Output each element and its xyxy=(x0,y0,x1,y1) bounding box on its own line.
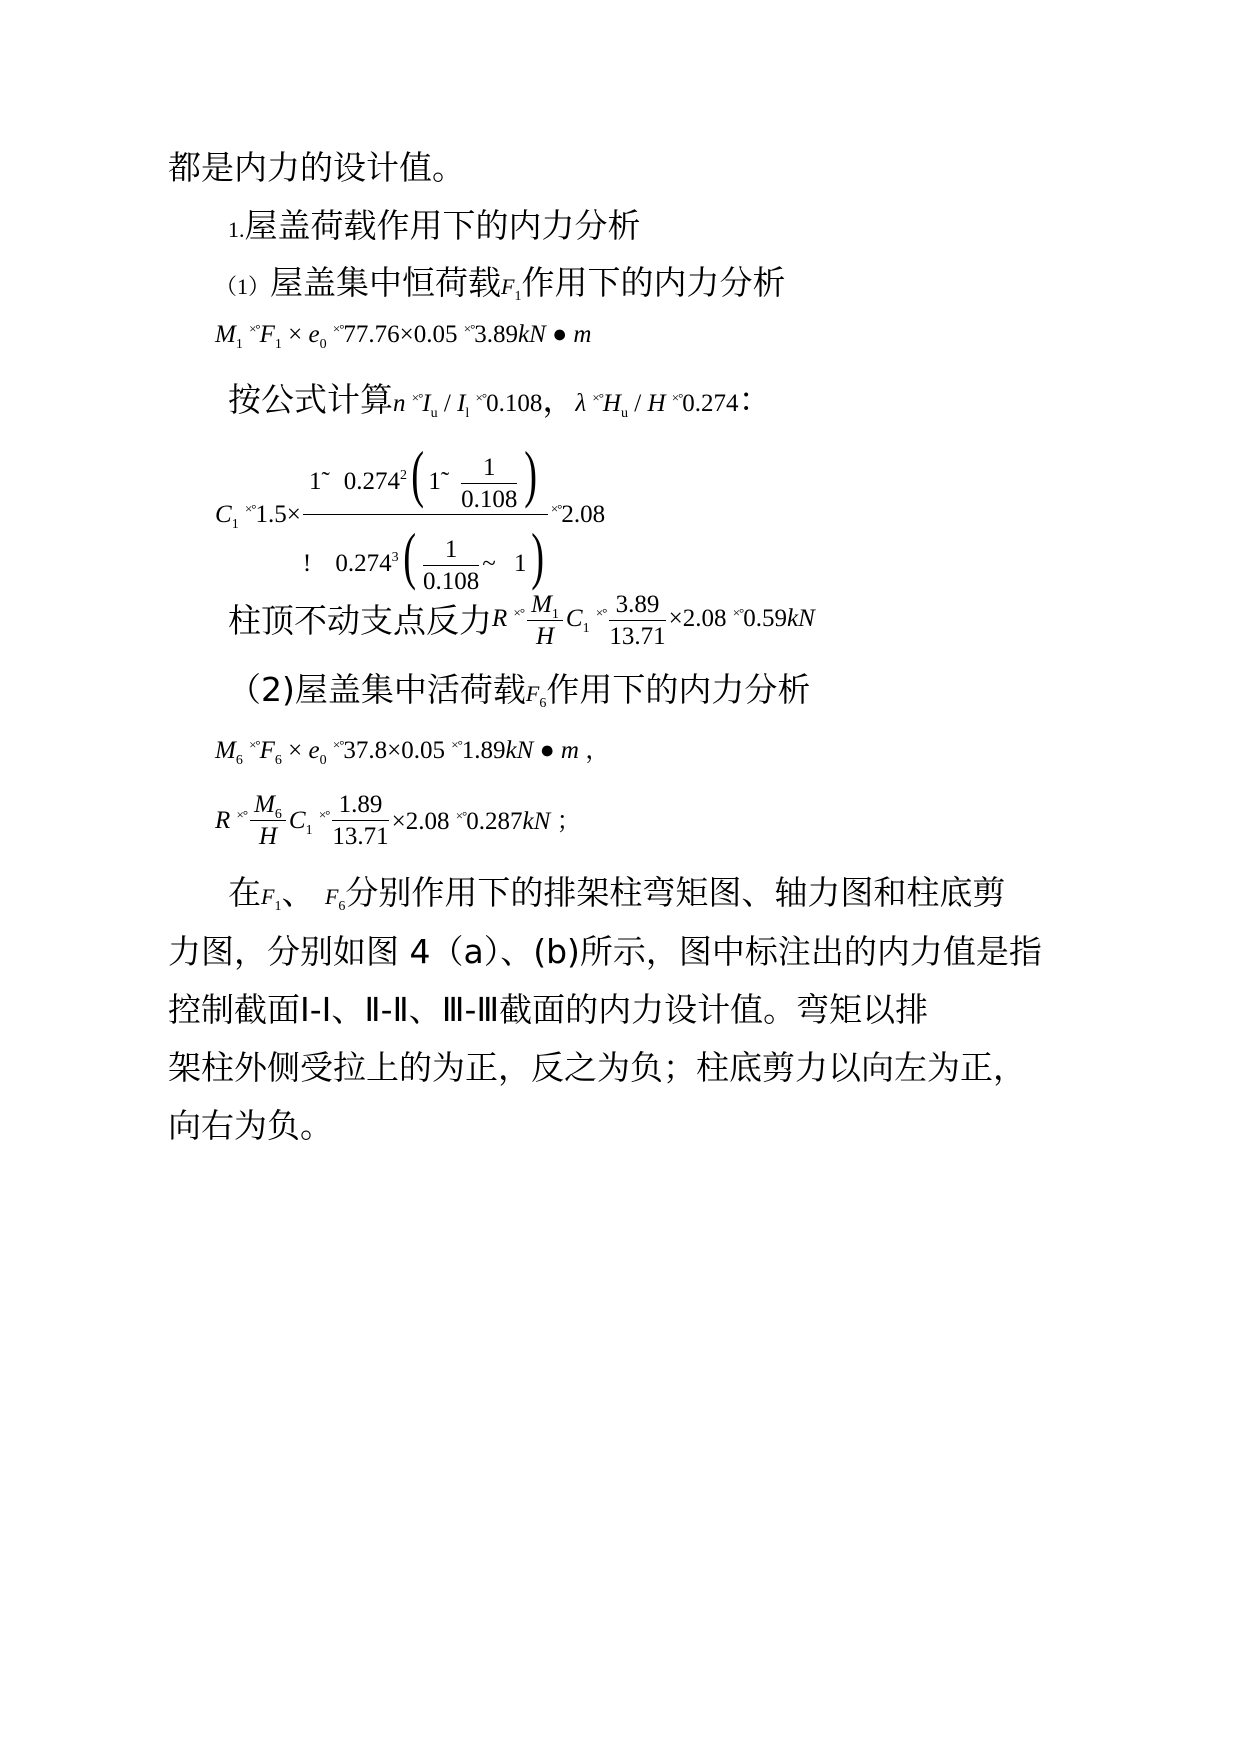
formula-m1: $M_1$ $^{\times^\circ}F_1 \times e_0$ ×°77.76×0.05 ×°3.89kN ● m xyxy=(215,321,592,352)
subsection-heading xyxy=(215,263,786,304)
section-heading xyxy=(228,206,641,245)
heading-number: （1） xyxy=(215,274,271,299)
paragraph-line: 力图，分别如图 4（a）、(b)所示，图中标注出的内力值是指 xyxy=(168,932,1042,971)
formula-m6: $M_6$ $^{\times^\circ}F_6 \times e_0$ ×°37.8×0.05 ×°1.89kN ● m ， xyxy=(215,735,611,768)
formula-r1: R ×° $\frac{M_1}{H}$ $C_1$ ×° $\frac{3.89}{13.71}$ ×2.08 ×°0.59kN xyxy=(492,591,815,650)
formula-intro: 按公式计算n $^{\times^\circ}I_u / I_l$ ×°0.108，λ $^{\times^\circ}H_u$ / H ×°0.274： xyxy=(228,380,772,421)
heading-text: 屋盖集中恒荷载 xyxy=(270,263,502,302)
subsection-heading: （2)屋盖集中活荷载$F_6$作用下的内力分析 xyxy=(228,670,811,711)
formula-r6: R ×° $\frac{M_6}{H}$ $C_1$ ×° $\frac{1.89}{13.71}$ ×2.08 ×°0.287kN ； xyxy=(215,791,582,850)
paragraph-line: 在$F_1$、 $F_6$分别作用下的排架柱弯矩图、轴力图和柱底剪 xyxy=(228,873,1006,914)
formula-c1: $C_1$ ×°1.5× 1̃ 0.274$^2$( 1̃ $\frac{1}{0.108}$ ) ! 0.274$^3$( $\frac{1}{0.108}$ ~ 1) ×°2.08 xyxy=(215,438,606,595)
formula-n-lambda: n $^{\times^\circ}I_u / I_l$ ×°0.108 xyxy=(393,390,543,421)
paragraph-line: 架柱外侧受拉上的为正，反之为负；柱底剪力以向左为正， xyxy=(168,1048,1026,1087)
math-symbol: $F_1$ xyxy=(501,274,522,304)
heading-text: 屋盖荷载作用下的内力分析 xyxy=(244,206,641,245)
paragraph-text: 都是内力的设计值。 xyxy=(168,148,465,187)
math-symbol: $F_6$ xyxy=(525,681,547,711)
paragraph-line: 控制截面Ⅰ-Ⅰ、Ⅱ-Ⅱ、Ⅲ-Ⅲ截面的内力设计值。弯矩以排 xyxy=(168,990,929,1029)
heading-text: 作用下的内力分析 xyxy=(521,263,786,302)
paragraph-line: 向右为负。 xyxy=(168,1106,333,1145)
reaction-line: 柱顶不动支点反力R ×° $\frac{M_1}{H}$ $C_1$ ×° $\frac{3.89}{13.71}$ ×2.08 ×°0.59kN xyxy=(228,591,815,650)
heading-number: 1. xyxy=(228,217,245,242)
